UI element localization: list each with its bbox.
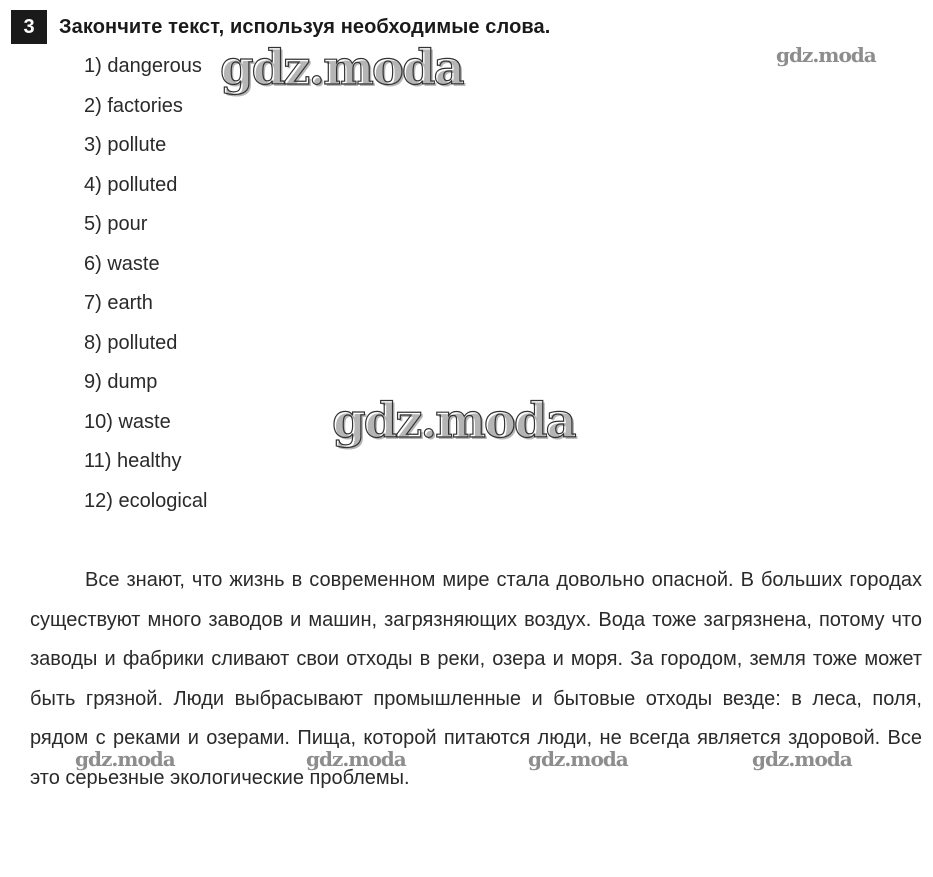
task-header xyxy=(11,10,550,44)
answer-item: 8) polluted xyxy=(84,331,178,354)
task-title: Закончите текст, используя необходимые слова. xyxy=(59,15,551,38)
answer-item: 3) pollute xyxy=(84,134,167,156)
watermark-top: gdz.moda xyxy=(220,40,463,96)
watermark-bottom-4: gdz.moda xyxy=(752,747,852,771)
answer-item: 2) factories xyxy=(84,94,183,117)
answer-item: 4) polluted xyxy=(84,173,178,196)
answer-item: 10) waste xyxy=(84,410,171,433)
answer-item: 6) waste xyxy=(84,252,160,275)
watermark-center: gdz.moda xyxy=(332,393,575,449)
answer-item: 12) ecological xyxy=(84,489,208,512)
translation-paragraph: Все знают, что жизнь в современном мире стала довольно опасной. В больших городах существуют много заводов и машин, загрязняющих воздух. Вода тоже загрязнена, потому что заводы и фабрики сливают свои отходы в реки, озера и моря. За городом, земля тоже может быть грязной. Люди выбрасывают промышленные и бытовые отходы везде: в леса, поля, рядом с реками и озерами. Пища, которой питаются люди, не всегда является здоровой. Все это серьезные экологические проблемы. xyxy=(30,569,922,789)
answer-item: 7) earth xyxy=(84,292,153,314)
answer-item: 9) dump xyxy=(84,371,158,393)
answer-item: 5) pour xyxy=(84,213,148,235)
watermark-top-right: gdz.moda xyxy=(776,43,876,67)
watermark-bottom-3: gdz.moda xyxy=(528,747,628,771)
watermark-bottom-2: gdz.moda xyxy=(306,747,406,771)
answer-item: 1) dangerous xyxy=(84,55,202,77)
answer-item: 11) healthy xyxy=(84,450,182,472)
watermark-bottom-1: gdz.moda xyxy=(75,747,175,771)
answer-list xyxy=(84,50,207,524)
task-number-badge: 3 xyxy=(11,10,47,44)
